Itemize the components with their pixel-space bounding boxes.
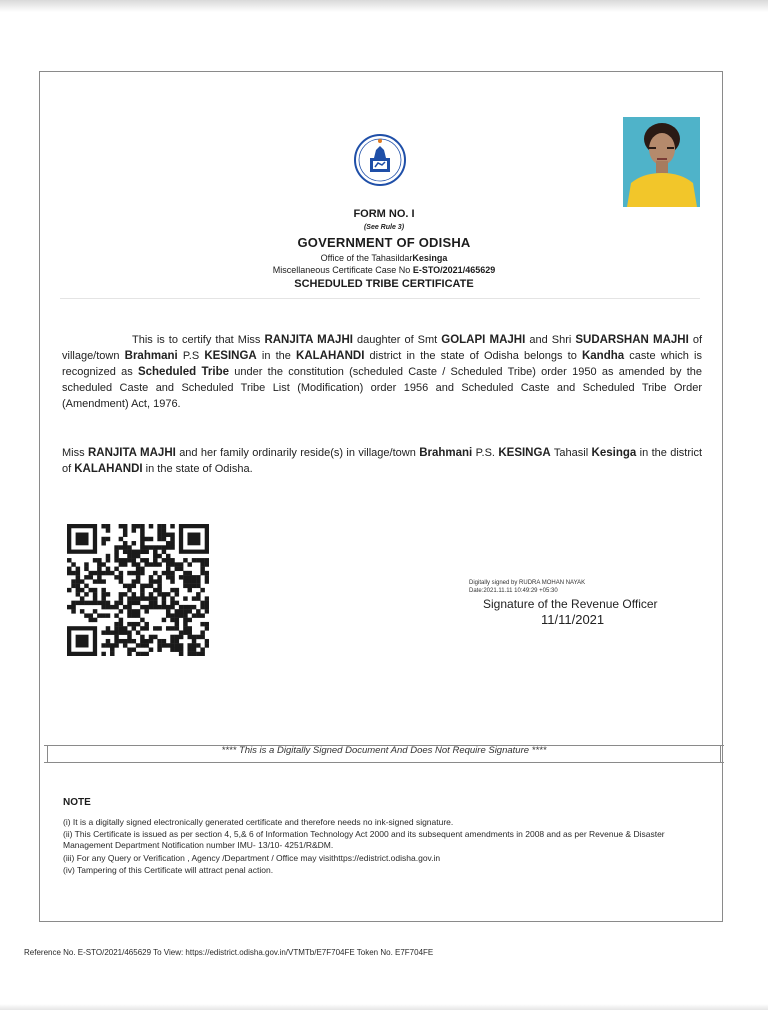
- qr-finder-pattern: [67, 524, 97, 554]
- page-bottom-edge: [0, 1004, 768, 1010]
- odisha-emblem-icon: [352, 132, 408, 188]
- village: Brahmani: [419, 447, 473, 459]
- note-item: (ii) This Certificate is issued as per section 4, 5,& 6 of Information Technology Act 2000 and its subsequent amendments in 2008 and as per Revenue & Disaster Management Department Notification number IMU- 13/10- 4251/R&DM.: [63, 829, 665, 850]
- note-item: (iv) Tampering of this Certificate will attract penal action.: [63, 865, 274, 875]
- case-label: Miscellaneous Certificate Case No: [272, 265, 411, 275]
- police-station: KESINGA: [204, 350, 257, 362]
- office-label: Office of the Tahasildar: [320, 253, 413, 263]
- see-rule: (See Rule 3): [363, 224, 405, 231]
- note-item: (iii) For any Query or Verification , Agency /Department / Office may visithttps://edistrict.odisha.gov.in: [63, 853, 441, 863]
- divider: [60, 298, 700, 299]
- signature-label: Signature of the Revenue Officer: [483, 597, 658, 611]
- note-title: NOTE: [63, 797, 91, 808]
- case-line: [0, 265, 768, 275]
- applicant-name: RANJITA MAJHI: [87, 447, 176, 459]
- qr-finder-pattern: [179, 524, 209, 554]
- reference-footer: Reference No. E-STO/2021/465629 To View: https://edistrict.odisha.gov.in/VTMTb/E7F704FE Token No. E7F704FE: [24, 948, 434, 957]
- signature-date: 11/11/2021: [541, 612, 605, 627]
- digital-signature-signer: Digitally signed by RUDRA MOHAN NAYAK: [469, 580, 586, 586]
- page-top-edge: [0, 0, 768, 12]
- office-name: Kesinga: [412, 253, 448, 263]
- note-item: (i) It is a digitally signed electronically generated certificate and therefore needs no ink-signed signature.: [63, 817, 454, 827]
- caste: Kandha: [581, 350, 625, 362]
- qr-finder-pattern: [67, 626, 97, 656]
- certificate-paragraph-1: This is to certify that Miss RANJITA MAJHI daughter of Smt GOLAPI MAJHI and Shri SUDARSHAN MAJHI of village/town Brahmani P.S KESINGA in the KALAHANDI district in the state of Odisha belongs to Kandha caste which is recognized as Scheduled Tribe under the constitution (scheduled Caste / Scheduled Tribe) order 1950 as amended by the scheduled Caste and Scheduled Tribe List (Modification) order 1956 and Scheduled Caste and Scheduled Tribe Order (Amendment) Act, 1976.: [62, 334, 703, 410]
- form-number: FORM NO. I: [353, 208, 415, 220]
- certificate-title: SCHEDULED TRIBE CERTIFICATE: [294, 278, 474, 290]
- applicant-photo: [623, 117, 700, 207]
- digital-signature-stamp: [469, 579, 585, 595]
- digital-signature-date: Date:2021.11.11 10:49:29 +05:30: [469, 588, 558, 594]
- office-line: [0, 253, 768, 263]
- district: KALAHANDI: [296, 350, 365, 362]
- case-number: E-STO/2021/465629: [412, 265, 496, 275]
- certificate-paragraph-2: Miss RANJITA MAJHI and her family ordinarily reside(s) in village/town Brahmani P.S. KESINGA Tahasil Kesinga in the district of KALAHANDI in the state of Odisha.: [62, 447, 703, 475]
- village: Brahmani: [124, 350, 178, 362]
- qr-code: [67, 524, 209, 656]
- police-station: KESINGA: [498, 447, 551, 459]
- father-name: SUDARSHAN MAJHI: [575, 334, 689, 346]
- district: KALAHANDI: [74, 463, 143, 475]
- tahasil: Kesinga: [591, 447, 637, 459]
- category: Scheduled Tribe: [137, 366, 230, 378]
- applicant-name: RANJITA MAJHI: [264, 334, 353, 346]
- mother-name: GOLAPI MAJHI: [441, 334, 526, 346]
- certificate-border: [39, 71, 723, 922]
- banner-text: **** This is a Digitally Signed Document And Does Not Require Signature ****: [221, 745, 547, 756]
- government-heading: GOVERNMENT OF ODISHA: [297, 235, 471, 250]
